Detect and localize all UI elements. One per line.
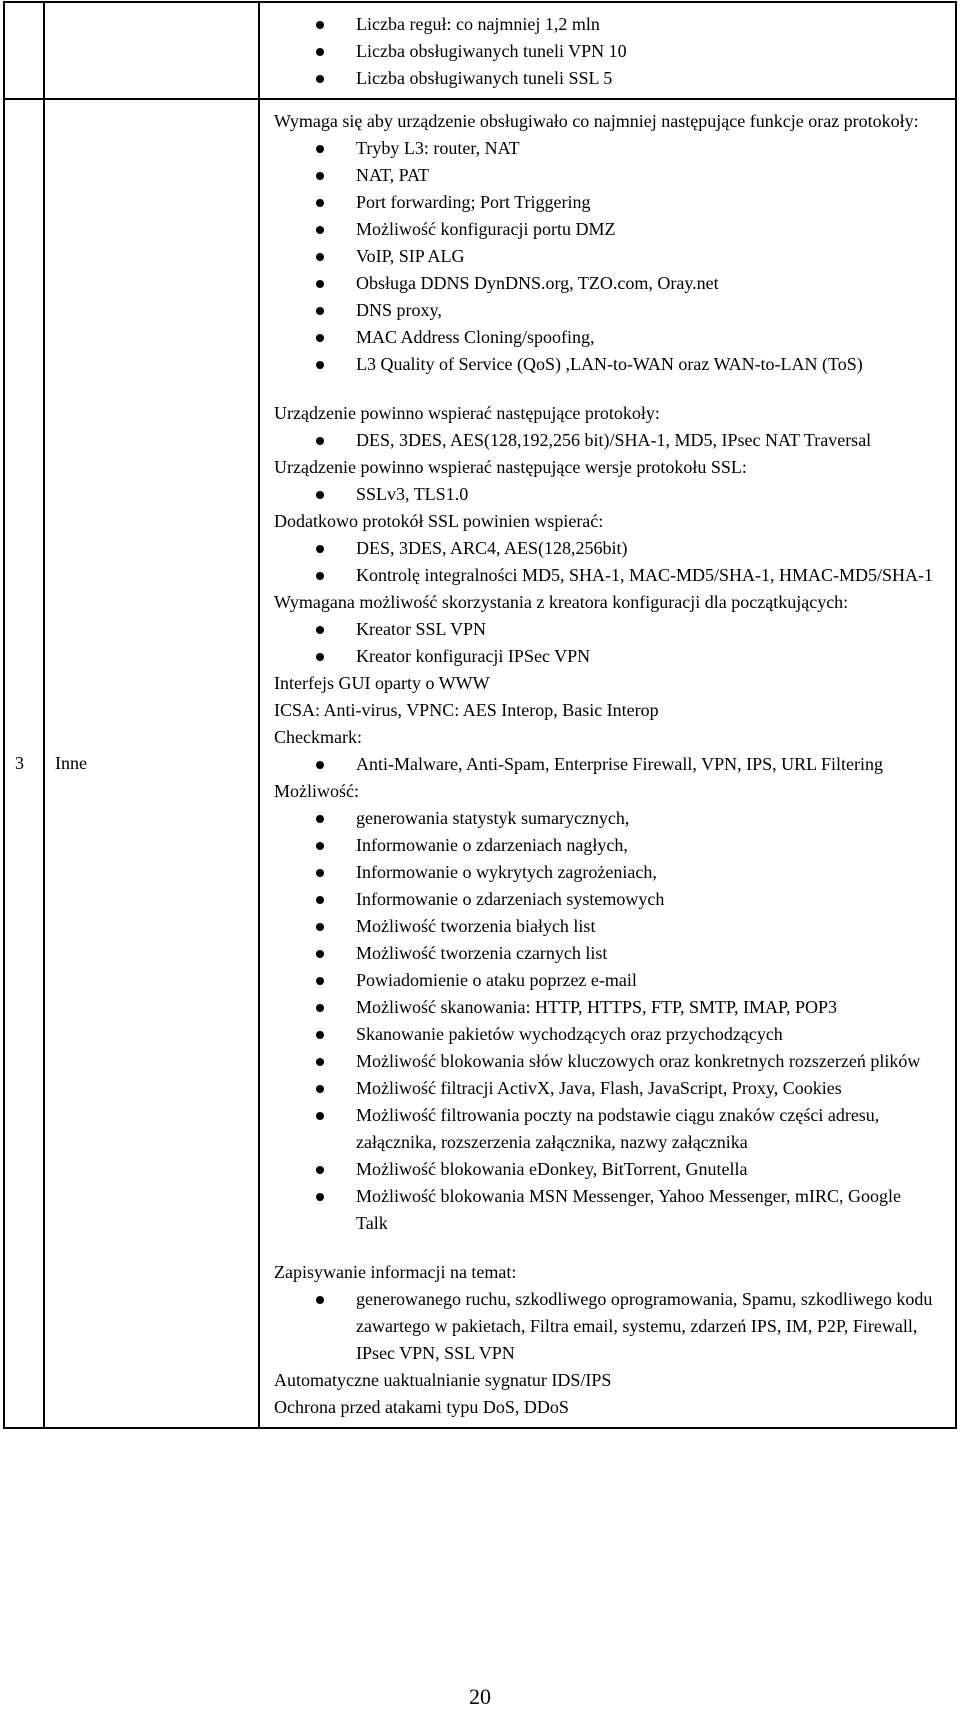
capability-heading: Możliwość: [274, 781, 359, 801]
checkmark-bullet-list [274, 751, 947, 778]
list-item: Informowanie o zdarzeniach nagłych, [274, 832, 947, 859]
list-item: Możliwość blokowania MSN Messenger, Yahoo Messenger, mIRC, Google Talk [274, 1183, 947, 1237]
auto-update-line: Automatyczne uaktualnianie sygnatur IDS/IPS [274, 1370, 612, 1390]
list-item: Informowanie o wykrytych zagrożeniach, [274, 859, 947, 886]
protocols-heading: Urządzenie powinno wspierać następujące protokoły: [274, 403, 660, 423]
cell-name-empty [44, 2, 259, 99]
list-item: Kontrolę integralności MD5, SHA-1, MAC-MD5/SHA-1, HMAC-MD5/SHA-1 [274, 562, 947, 589]
intro-text: Wymaga się aby urządzenie obsługiwało co najmniej następujące funkcje oraz protokoły: [274, 111, 919, 131]
list-item: generowanego ruchu, szkodliwego oprogramowania, Spamu, szkodliwego kodu zawartego w pakietach, Filtra email, systemu, zdarzeń IPS, IM, P2P, Firewall, IPsec VPN, SSL VPN [274, 1286, 947, 1367]
cell-content-top [259, 2, 956, 99]
list-item: Skanowanie pakietów wychodzących oraz przychodzących [274, 1021, 947, 1048]
list-item: Liczba reguł: co najmniej 1,2 mln [274, 11, 947, 38]
list-item: Możliwość filtrowania poczty na podstawie ciągu znaków części adresu, załącznika, rozszerzenia załącznika, nazwy załącznika [274, 1102, 947, 1156]
row-number: 3 [4, 99, 44, 1428]
list-item: Możliwość blokowania eDonkey, BitTorrent, Gnutella [274, 1156, 947, 1183]
ssl-extra-heading: Dodatkowo protokół SSL powinien wspierać: [274, 511, 604, 531]
list-item: MAC Address Cloning/spoofing, [274, 324, 947, 351]
list-item: Możliwość blokowania słów kluczowych oraz konkretnych rozszerzeń plików [274, 1048, 947, 1075]
capability-bullet-list [274, 805, 947, 1237]
logging-heading: Zapisywanie informacji na temat: [274, 1262, 517, 1282]
intro-bullet-list [274, 135, 947, 378]
ssl-bullet-list [274, 481, 947, 508]
list-item: NAT, PAT [274, 162, 947, 189]
table-row-continuation [4, 2, 956, 99]
list-item: Możliwość konfiguracji portu DMZ [274, 216, 947, 243]
table-row-3 [4, 99, 956, 1428]
requirements-table [3, 1, 957, 1429]
ssl-extra-bullet-list [274, 535, 947, 589]
cell-number-empty [4, 2, 44, 99]
list-item: Obsługa DDNS DynDNS.org, TZO.com, Oray.net [274, 270, 947, 297]
list-item: Możliwość skanowania: HTTP, HTTPS, FTP, SMTP, IMAP, POP3 [274, 994, 947, 1021]
list-item: Tryby L3: router, NAT [274, 135, 947, 162]
list-item: generowania statystyk sumarycznych, [274, 805, 947, 832]
list-item: Port forwarding; Port Triggering [274, 189, 947, 216]
logging-bullet-list [274, 1286, 947, 1367]
checkmark-heading: Checkmark: [274, 727, 362, 747]
top-bullet-list [274, 11, 947, 92]
dos-line: Ochrona przed atakami typu DoS, DDoS [274, 1397, 569, 1417]
list-item: Kreator konfiguracji IPSec VPN [274, 643, 947, 670]
list-item: Informowanie o zdarzeniach systemowych [274, 886, 947, 913]
list-item: Liczba obsługiwanych tuneli SSL 5 [274, 65, 947, 92]
list-item: DES, 3DES, ARC4, AES(128,256bit) [274, 535, 947, 562]
list-item: Możliwość tworzenia białych list [274, 913, 947, 940]
page-number: 20 [469, 1684, 491, 1709]
list-item: Kreator SSL VPN [274, 616, 947, 643]
ssl-heading: Urządzenie powinno wspierać następujące wersje protokołu SSL: [274, 457, 747, 477]
list-item: DES, 3DES, AES(128,192,256 bit)/SHA-1, MD5, IPsec NAT Traversal [274, 427, 947, 454]
list-item: Możliwość tworzenia czarnych list [274, 940, 947, 967]
protocols-bullet-list [274, 427, 947, 454]
list-item: L3 Quality of Service (QoS) ,LAN-to-WAN oraz WAN-to-LAN (ToS) [274, 351, 947, 378]
gui-line: Interfejs GUI oparty o WWW [274, 673, 490, 693]
list-item: Anti-Malware, Anti-Spam, Enterprise Firewall, VPN, IPS, URL Filtering [274, 751, 947, 778]
list-item: VoIP, SIP ALG [274, 243, 947, 270]
wizard-bullet-list [274, 616, 947, 670]
cell-content-main [259, 99, 956, 1428]
icsa-line: ICSA: Anti-virus, VPNC: AES Interop, Basic Interop [274, 700, 659, 720]
row-name: Inne [44, 99, 259, 1428]
list-item: Powiadomienie o ataku poprzez e-mail [274, 967, 947, 994]
list-item: DNS proxy, [274, 297, 947, 324]
wizard-heading: Wymagana możliwość skorzystania z kreatora konfiguracji dla początkujących: [274, 592, 849, 612]
list-item: Możliwość filtracji ActivX, Java, Flash, JavaScript, Proxy, Cookies [274, 1075, 947, 1102]
list-item: Liczba obsługiwanych tuneli VPN 10 [274, 38, 947, 65]
list-item: SSLv3, TLS1.0 [274, 481, 947, 508]
